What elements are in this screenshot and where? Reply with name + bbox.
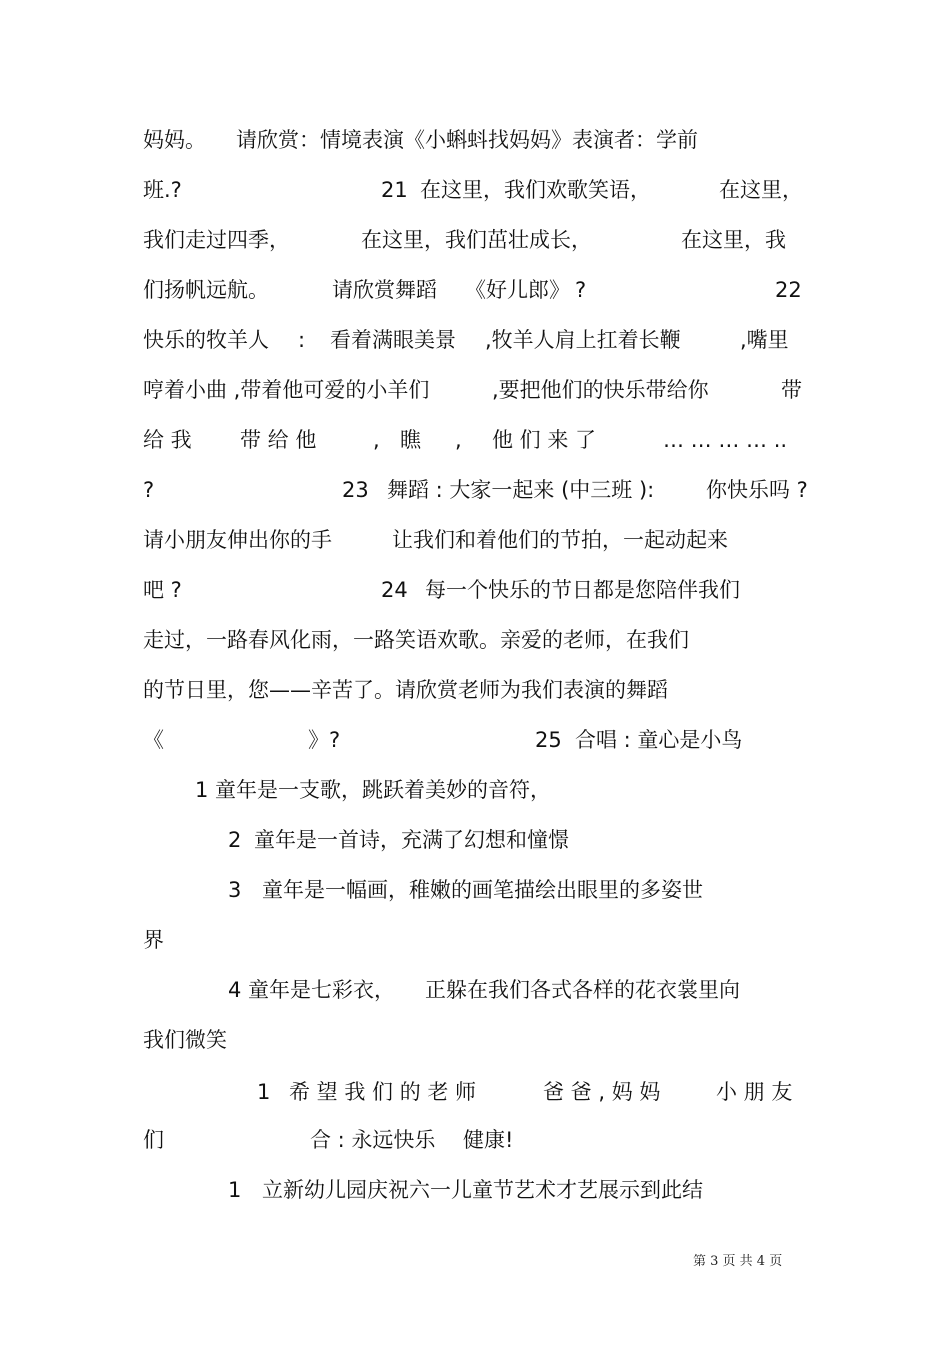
text-segment: 1 童年是一支歌，跳跃着美妙的音符， <box>195 778 552 802</box>
text-segment: 带 <box>781 378 802 402</box>
text-line <box>0 170 950 210</box>
text-segment: 小 朋 友 <box>716 1080 793 1104</box>
text-line <box>0 570 950 610</box>
text-segment: 走过，一路春风化雨，一路笑语欢歌。亲爱的老师，在我们 <box>143 628 689 652</box>
text-line <box>0 220 950 260</box>
text-segment: 4 童年是七彩衣， <box>228 978 396 1002</box>
text-segment: 3 <box>228 878 242 902</box>
text-segment: 哼着小曲 ,带着他可爱的小羊们 <box>143 378 430 402</box>
page-number: 第 3 页 共 4 页 <box>693 1254 783 1269</box>
text-segment: 看着满眼美景 <box>330 328 456 352</box>
text-segment: 在这里，我们茁壮成长， <box>361 228 592 252</box>
text-segment: 的节日里，您——辛苦了。请欣赏老师为我们表演的舞蹈 <box>143 678 668 702</box>
text-segment: 请欣赏舞蹈 <box>332 278 437 302</box>
text-line <box>0 320 950 360</box>
text-segment: 请小朋友伸出你的手 <box>143 528 332 552</box>
text-segment: 正躲在我们各式各样的花衣裳里向 <box>425 978 740 1002</box>
text-segment: 们扬帆远航。 <box>143 278 269 302</box>
text-line <box>0 520 950 560</box>
text-segment: 健康! <box>463 1128 514 1152</box>
text-segment: 1 <box>228 1178 242 1202</box>
text-segment: 25 <box>535 728 562 752</box>
text-line <box>0 370 950 410</box>
text-segment: 在这里，我们欢歌笑语， <box>420 178 651 202</box>
text-segment: 《 <box>143 728 164 752</box>
text-line <box>0 1072 950 1112</box>
text-segment: 1 <box>257 1080 271 1104</box>
text-segment: 我们微笑 <box>143 1028 227 1052</box>
text-segment: … … … … .. <box>663 428 788 452</box>
text-segment: 瞧 <box>400 428 421 452</box>
text-segment: 立新幼儿园庆祝六一儿童节艺术才艺展示到此结 <box>262 1178 703 1202</box>
text-line <box>0 870 950 910</box>
text-segment: ,牧羊人肩上扛着长鞭 <box>485 328 681 352</box>
text-segment: 爸 爸 , 妈 妈 <box>543 1080 661 1104</box>
text-segment: 2 <box>228 828 242 852</box>
text-line <box>0 1120 950 1160</box>
text-line <box>0 770 950 810</box>
text-segment: 给 我 <box>143 428 192 452</box>
text-line <box>0 470 950 510</box>
text-segment: 舞蹈 : 大家一起来 (中三班 ): <box>387 478 655 502</box>
text-segment: 》? <box>308 728 341 752</box>
text-line <box>0 820 950 860</box>
text-segment: 22 <box>775 278 802 302</box>
text-segment: 班.? <box>143 178 182 202</box>
text-segment: 合唱 : 童心是小鸟 <box>575 728 743 752</box>
text-segment: 带 给 他 <box>240 428 317 452</box>
text-segment: 童年是一幅画，稚嫩的画笔描绘出眼里的多姿世 <box>262 878 703 902</box>
text-segment: 快乐的牧羊人 <box>143 328 269 352</box>
text-segment: : <box>298 328 306 352</box>
text-segment: , <box>373 428 380 452</box>
text-segment: 24 <box>381 578 408 602</box>
text-segment: 请欣赏：情境表演《小蝌蚪找妈妈》表演者：学前 <box>236 128 698 152</box>
text-segment: 在这里， <box>719 178 803 202</box>
text-line <box>0 270 950 310</box>
text-segment: ? <box>143 478 155 502</box>
text-line <box>0 620 950 660</box>
text-line <box>0 920 950 960</box>
text-segment: 21 <box>381 178 408 202</box>
text-line <box>0 1020 950 1060</box>
text-line <box>0 1170 950 1210</box>
text-segment: 合 : 永远快乐 <box>310 1128 436 1152</box>
text-line <box>0 670 950 710</box>
text-segment: 妈妈。 <box>143 128 206 152</box>
text-segment: 吧 ? <box>143 578 182 602</box>
text-segment: 童年是一首诗，充满了幻想和憧憬 <box>254 828 569 852</box>
text-segment: 他 们 来 了 <box>492 428 597 452</box>
text-segment: 我们走过四季， <box>143 228 290 252</box>
text-segment: ? <box>575 278 587 302</box>
text-segment: 《好儿郎》 <box>465 278 570 302</box>
text-segment: 在这里，我 <box>681 228 786 252</box>
text-segment: 希 望 我 们 的 老 师 <box>289 1080 477 1104</box>
text-segment: 们 <box>143 1128 164 1152</box>
text-segment: ,要把他们的快乐带给你 <box>492 378 709 402</box>
text-line <box>0 420 950 460</box>
text-segment: 让我们和着他们的节拍，一起动起来 <box>392 528 728 552</box>
text-segment: 你快乐吗 ? <box>706 478 808 502</box>
text-segment: 每一个快乐的节日都是您陪伴我们 <box>425 578 740 602</box>
text-segment: 23 <box>342 478 369 502</box>
text-segment: 界 <box>143 928 164 952</box>
text-line <box>0 120 950 160</box>
text-segment: , <box>455 428 462 452</box>
text-line <box>0 720 950 760</box>
text-line <box>0 970 950 1010</box>
text-segment: ,嘴里 <box>740 328 789 352</box>
